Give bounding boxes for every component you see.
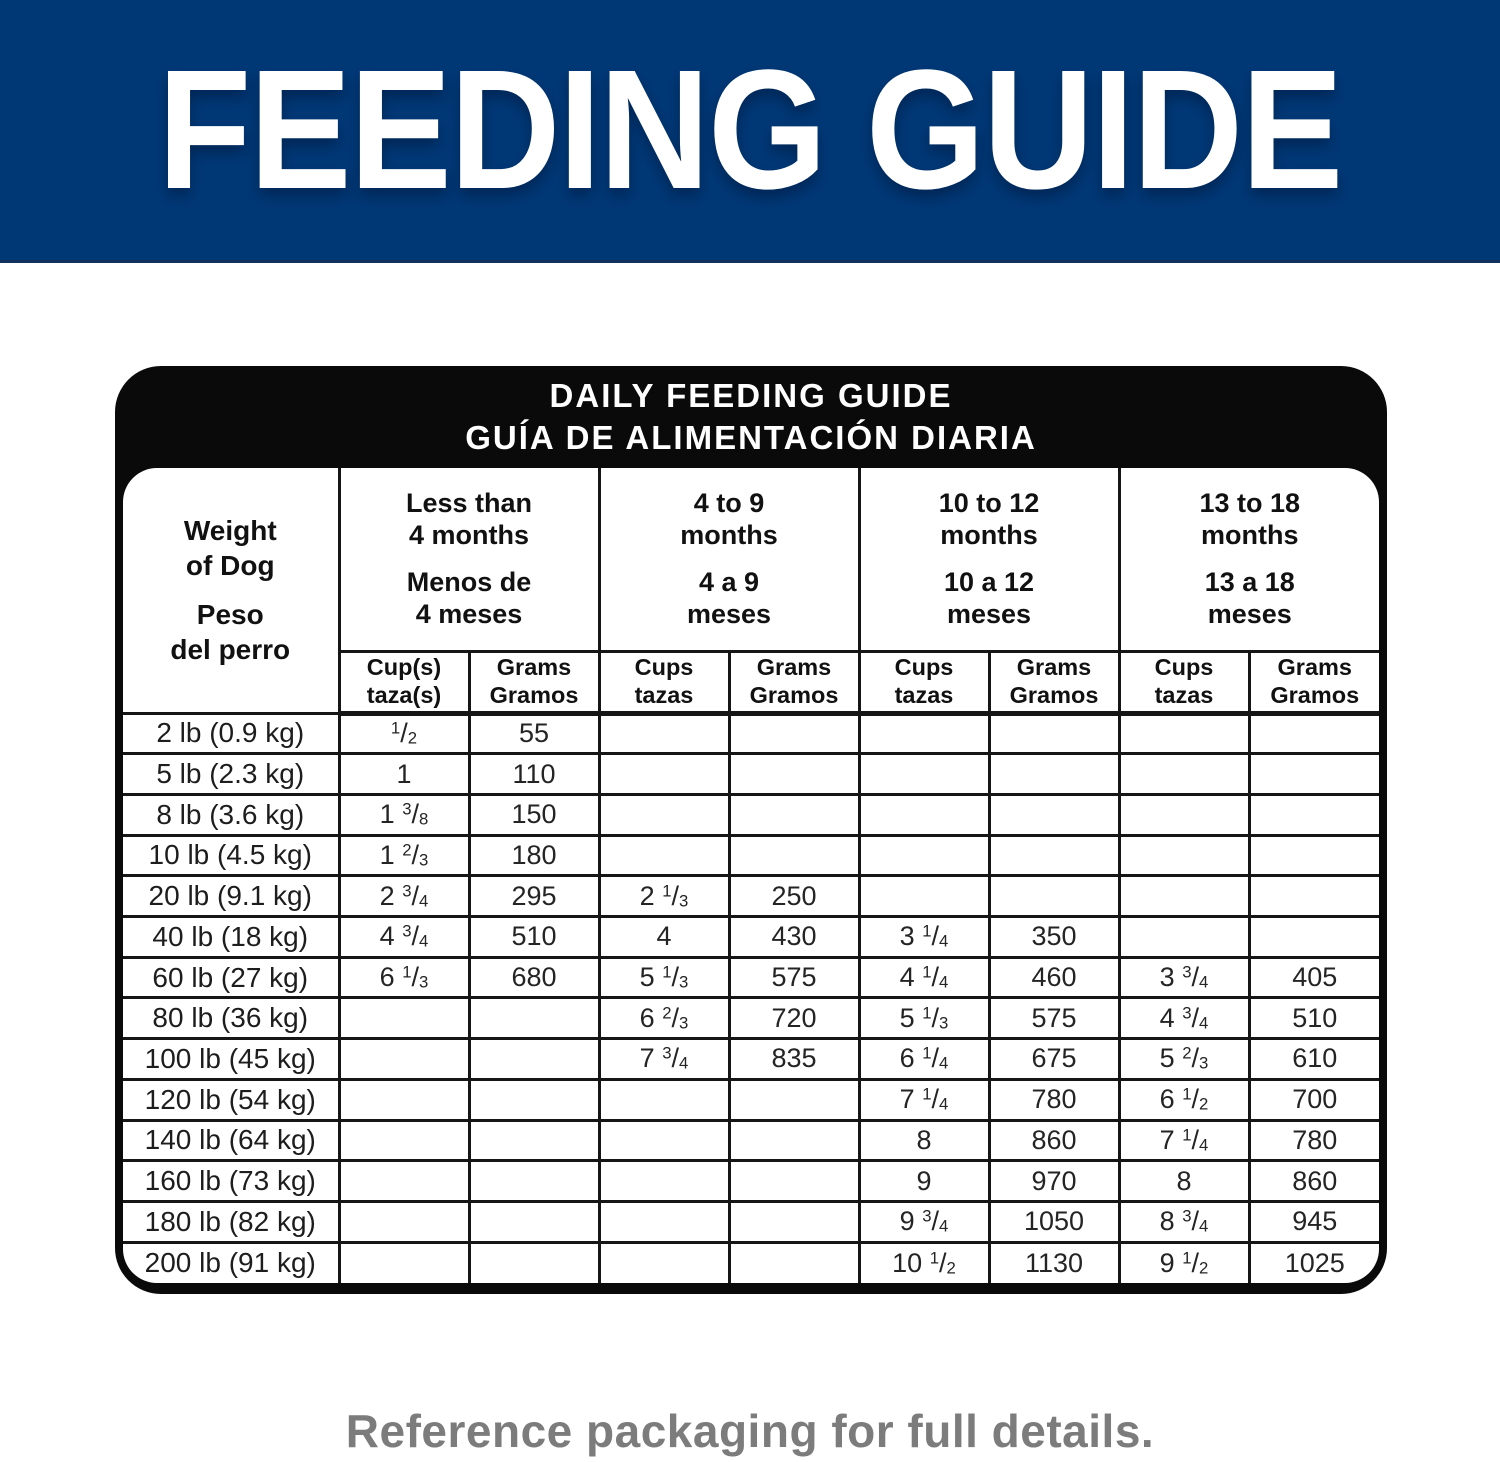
cups-cell: 1 — [339, 754, 469, 795]
age-group-header-3: 10 to 12 months 10 a 12 meses — [859, 468, 1119, 651]
grams-cell — [989, 876, 1119, 917]
grams-cell: 430 — [729, 917, 859, 958]
grams-cell — [469, 1242, 599, 1283]
table-row — [123, 1242, 1379, 1283]
cups-cell — [1119, 794, 1249, 835]
cups-subheader-2: Cups tazas — [599, 651, 729, 713]
cups-cell — [859, 794, 989, 835]
grams-cell: 675 — [989, 1039, 1119, 1080]
grams-cell: 180 — [469, 835, 599, 876]
weight-cell: 20 lb (9.1 kg) — [123, 876, 339, 917]
grams-cell: 575 — [989, 998, 1119, 1039]
grams-cell: 510 — [1249, 998, 1379, 1039]
cups-cell: 1 $^3/_8$ — [339, 794, 469, 835]
grams-cell: 295 — [469, 876, 599, 917]
cups-cell: 1 $^2/_3$ — [339, 835, 469, 876]
cups-cell: 9 — [859, 1161, 989, 1202]
table-body — [123, 713, 1379, 1283]
cups-subheader-3: Cups tazas — [859, 651, 989, 713]
grams-cell — [989, 754, 1119, 795]
cups-cell — [599, 1201, 729, 1242]
cups-cell — [599, 1242, 729, 1283]
table-row — [123, 713, 1379, 754]
age-group-header-1: Less than 4 months Menos de 4 meses — [339, 468, 599, 651]
table-row — [123, 876, 1379, 917]
grams-cell: 1050 — [989, 1201, 1119, 1242]
daily-feeding-guide-card — [115, 366, 1387, 1294]
grams-cell — [469, 1079, 599, 1120]
cups-cell: 5 $^1/_3$ — [599, 957, 729, 998]
table-row — [123, 835, 1379, 876]
table-row — [123, 917, 1379, 958]
cups-cell: 9 $^3/_4$ — [859, 1201, 989, 1242]
cups-cell — [1119, 917, 1249, 958]
cups-cell: 6 $^1/_4$ — [859, 1039, 989, 1080]
grams-cell: 860 — [989, 1120, 1119, 1161]
table-row — [123, 998, 1379, 1039]
cups-cell: 2 $^3/_4$ — [339, 876, 469, 917]
grams-cell: 460 — [989, 957, 1119, 998]
cups-cell — [859, 876, 989, 917]
grams-cell — [729, 1079, 859, 1120]
grams-cell: 780 — [989, 1079, 1119, 1120]
grams-cell — [469, 1201, 599, 1242]
grams-cell: 405 — [1249, 957, 1379, 998]
grams-cell: 510 — [469, 917, 599, 958]
cups-cell: 8 — [1119, 1161, 1249, 1202]
cups-cell — [599, 754, 729, 795]
table-row — [123, 1039, 1379, 1080]
table-row — [123, 957, 1379, 998]
card-title-es: GUÍA DE ALIMENTACIÓN DIARIA — [465, 418, 1037, 456]
cups-cell: 7 $^1/_4$ — [1119, 1120, 1249, 1161]
cups-cell — [339, 1120, 469, 1161]
grams-cell: 55 — [469, 713, 599, 754]
grams-cell — [469, 1039, 599, 1080]
cups-cell — [1119, 876, 1249, 917]
grams-cell — [729, 713, 859, 754]
grams-cell — [469, 1161, 599, 1202]
grams-subheader-4: Grams Gramos — [1249, 651, 1379, 713]
cups-cell — [599, 1120, 729, 1161]
grams-cell: 860 — [1249, 1161, 1379, 1202]
grams-cell: 970 — [989, 1161, 1119, 1202]
weight-cell: 10 lb (4.5 kg) — [123, 835, 339, 876]
cups-cell: 2 $^1/_3$ — [599, 876, 729, 917]
cups-cell — [339, 1039, 469, 1080]
grams-cell — [729, 1242, 859, 1283]
cups-cell — [339, 1242, 469, 1283]
grams-cell: 575 — [729, 957, 859, 998]
grams-cell — [1249, 835, 1379, 876]
grams-cell: 680 — [469, 957, 599, 998]
age-group-header-4: 13 to 18 months 13 a 18 meses — [1119, 468, 1379, 651]
cups-cell: $^1/_2$ — [339, 713, 469, 754]
grams-cell: 110 — [469, 754, 599, 795]
cups-cell: 6 $^1/_3$ — [339, 957, 469, 998]
weight-cell: 180 lb (82 kg) — [123, 1201, 339, 1242]
feeding-guide-banner — [0, 0, 1500, 263]
cups-cell: 7 $^1/_4$ — [859, 1079, 989, 1120]
cups-cell — [1119, 754, 1249, 795]
cups-cell — [599, 1161, 729, 1202]
grams-cell: 835 — [729, 1039, 859, 1080]
card-title — [123, 366, 1379, 468]
grams-cell — [729, 1201, 859, 1242]
page-title: FEEDING GUIDE — [158, 35, 1342, 225]
grams-cell: 610 — [1249, 1039, 1379, 1080]
weight-cell: 8 lb (3.6 kg) — [123, 794, 339, 835]
grams-cell — [729, 835, 859, 876]
table-row — [123, 1201, 1379, 1242]
grams-cell: 945 — [1249, 1201, 1379, 1242]
cups-subheader-4: Cups tazas — [1119, 651, 1249, 713]
cups-cell — [599, 1079, 729, 1120]
cups-cell: 3 $^3/_4$ — [1119, 957, 1249, 998]
cups-cell: 5 $^1/_3$ — [859, 998, 989, 1039]
grams-cell: 780 — [1249, 1120, 1379, 1161]
grams-cell — [729, 1161, 859, 1202]
cups-cell: 9 $^1/_2$ — [1119, 1242, 1249, 1283]
grams-cell — [1249, 713, 1379, 754]
table-row — [123, 754, 1379, 795]
cups-cell — [599, 713, 729, 754]
cups-cell: 10 $^1/_2$ — [859, 1242, 989, 1283]
cups-cell — [859, 713, 989, 754]
grams-cell — [469, 998, 599, 1039]
grams-cell — [1249, 876, 1379, 917]
cups-cell — [339, 1079, 469, 1120]
weight-cell: 60 lb (27 kg) — [123, 957, 339, 998]
grams-cell — [1249, 917, 1379, 958]
weight-cell: 2 lb (0.9 kg) — [123, 713, 339, 754]
cups-cell — [339, 998, 469, 1039]
cups-cell: 7 $^3/_4$ — [599, 1039, 729, 1080]
cups-cell: 8 — [859, 1120, 989, 1161]
table-row — [123, 794, 1379, 835]
cups-cell: 6 $^2/_3$ — [599, 998, 729, 1039]
cups-cell: 4 — [599, 917, 729, 958]
grams-cell: 1130 — [989, 1242, 1119, 1283]
weight-cell: 80 lb (36 kg) — [123, 998, 339, 1039]
cups-subheader-1: Cup(s) taza(s) — [339, 651, 469, 713]
weight-cell: 200 lb (91 kg) — [123, 1242, 339, 1283]
weight-column-header: Weight of Dog Peso del perro — [123, 468, 339, 713]
cups-cell — [1119, 835, 1249, 876]
weight-cell: 5 lb (2.3 kg) — [123, 754, 339, 795]
grams-cell — [1249, 754, 1379, 795]
cups-cell: 4 $^1/_4$ — [859, 957, 989, 998]
grams-cell: 700 — [1249, 1079, 1379, 1120]
grams-cell — [989, 794, 1119, 835]
cups-cell — [859, 835, 989, 876]
grams-cell: 250 — [729, 876, 859, 917]
cups-cell: 8 $^3/_4$ — [1119, 1201, 1249, 1242]
grams-cell: 350 — [989, 917, 1119, 958]
cups-cell: 5 $^2/_3$ — [1119, 1039, 1249, 1080]
cups-cell: 4 $^3/_4$ — [1119, 998, 1249, 1039]
table-row — [123, 1120, 1379, 1161]
grams-cell: 720 — [729, 998, 859, 1039]
grams-cell — [989, 713, 1119, 754]
cups-cell — [859, 754, 989, 795]
grams-subheader-2: Grams Gramos — [729, 651, 859, 713]
cups-cell: 6 $^1/_2$ — [1119, 1079, 1249, 1120]
grams-cell: 1025 — [1249, 1242, 1379, 1283]
grams-cell — [729, 794, 859, 835]
cups-cell — [339, 1201, 469, 1242]
grams-cell — [729, 754, 859, 795]
table-row — [123, 1079, 1379, 1120]
table-header — [123, 468, 1379, 713]
grams-cell — [729, 1120, 859, 1161]
cups-cell — [339, 1161, 469, 1202]
weight-cell: 100 lb (45 kg) — [123, 1039, 339, 1080]
cups-cell — [1119, 713, 1249, 754]
grams-subheader-3: Grams Gramos — [989, 651, 1119, 713]
cups-cell — [599, 794, 729, 835]
cups-cell — [599, 835, 729, 876]
table-row — [123, 1161, 1379, 1202]
grams-cell — [989, 835, 1119, 876]
card-title-en: DAILY FEEDING GUIDE — [549, 377, 953, 415]
weight-cell: 140 lb (64 kg) — [123, 1120, 339, 1161]
cups-cell: 4 $^3/_4$ — [339, 917, 469, 958]
grams-cell — [469, 1120, 599, 1161]
feeding-table — [123, 468, 1379, 1283]
weight-cell: 120 lb (54 kg) — [123, 1079, 339, 1120]
footer-note: Reference packaging for full details. — [345, 1405, 1155, 1457]
grams-subheader-1: Grams Gramos — [469, 651, 599, 713]
weight-cell: 160 lb (73 kg) — [123, 1161, 339, 1202]
card-body — [123, 468, 1379, 1283]
grams-cell: 150 — [469, 794, 599, 835]
cups-cell: 3 $^1/_4$ — [859, 917, 989, 958]
grams-cell — [1249, 794, 1379, 835]
age-group-header-2: 4 to 9 months 4 a 9 meses — [599, 468, 859, 651]
weight-cell: 40 lb (18 kg) — [123, 917, 339, 958]
